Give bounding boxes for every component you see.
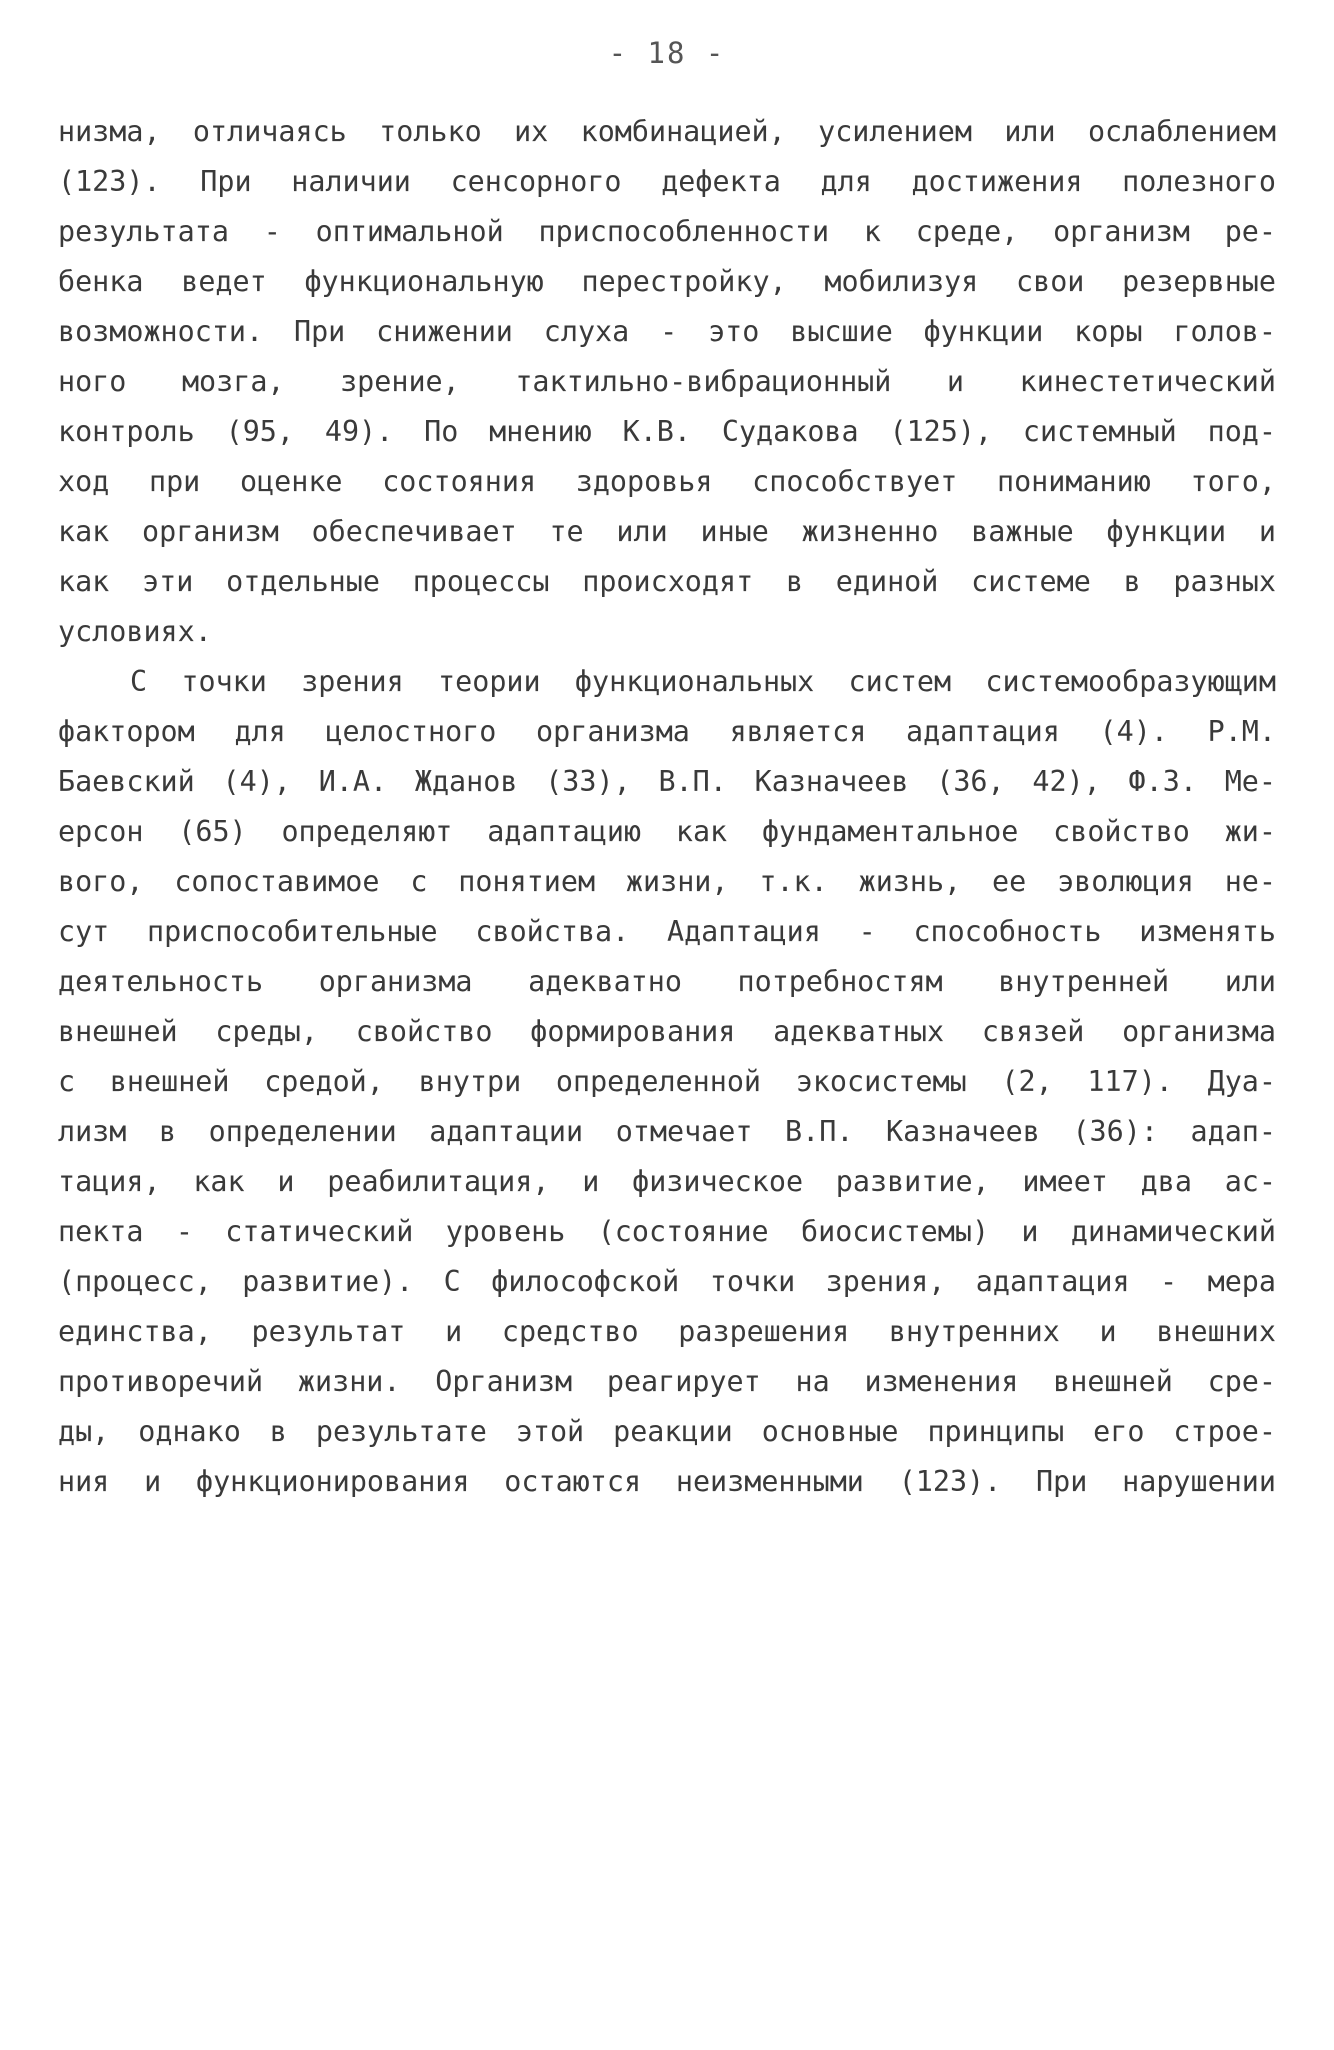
text-line: ды, однако в результате этой реакции основные принципы его строе- [58, 1415, 1276, 1448]
text-line: как организм обеспечивает те или иные жизненно важные функции и [58, 515, 1276, 548]
text-line: вого, сопоставимое с понятием жизни, т.к. жизнь, ее эволюция не- [58, 865, 1276, 898]
text-line: ход при оценке состояния здоровья способствует пониманию того, [58, 465, 1276, 498]
paragraph-first-line: С точки зрения теории функциональных систем системообразующим [130, 665, 1276, 698]
text-line: единства, результат и средство разрешения внутренних и внешних [58, 1315, 1276, 1348]
text-line: лизм в определении адаптации отмечает В.П. Казначеев (36): адап- [58, 1115, 1276, 1148]
text-line: тация, как и реабилитация, и физическое развитие, имеет два ас- [58, 1165, 1276, 1198]
text-line: ного мозга, зрение, тактильно-вибрационный и кинестетический [58, 365, 1276, 398]
text-line: пекта - статический уровень (состояние биосистемы) и динамический [58, 1215, 1276, 1248]
text-line: (процесс, развитие). С философской точки зрения, адаптация - мера [58, 1265, 1276, 1298]
text-line: возможности. При снижении слуха - это высшие функции коры голов- [58, 315, 1276, 348]
text-line: внешней среды, свойство формирования адекватных связей организма [58, 1015, 1276, 1048]
text-line: контроль (95, 49). По мнению К.В. Судакова (125), системный под- [58, 415, 1276, 448]
text-line: сут приспособительные свойства. Адаптация - способность изменять [58, 915, 1276, 948]
text-line: фактором для целостного организма является адаптация (4). Р.М. [58, 715, 1276, 748]
text-line: с внешней средой, внутри определенной экосистемы (2, 117). Дуа- [58, 1065, 1276, 1098]
text-line: ерсон (65) определяют адаптацию как фундаментальное свойство жи- [58, 815, 1276, 848]
text-line: бенка ведет функциональную перестройку, мобилизуя свои резервные [58, 265, 1276, 298]
text-line: противоречий жизни. Организм реагирует на изменения внешней сре- [58, 1365, 1276, 1398]
text-line: низма, отличаясь только их комбинацией, усилением или ослаблением [58, 115, 1276, 148]
page-number: - 18 - [608, 36, 726, 70]
text-line: ния и функционирования остаются неизменными (123). При нарушении [58, 1465, 1276, 1498]
text-line: деятельность организма адекватно потребностям внутренней или [58, 965, 1276, 998]
text-line: условиях. [58, 615, 212, 648]
text-line: (123). При наличии сенсорного дефекта для достижения полезного [58, 165, 1276, 198]
text-line: как эти отдельные процессы происходят в единой системе в разных [58, 565, 1276, 598]
text-line: Баевский (4), И.А. Жданов (33), В.П. Казначеев (36, 42), Ф.З. Ме- [58, 765, 1276, 798]
text-line: результата - оптимальной приспособленности к среде, организм ре- [58, 215, 1276, 248]
